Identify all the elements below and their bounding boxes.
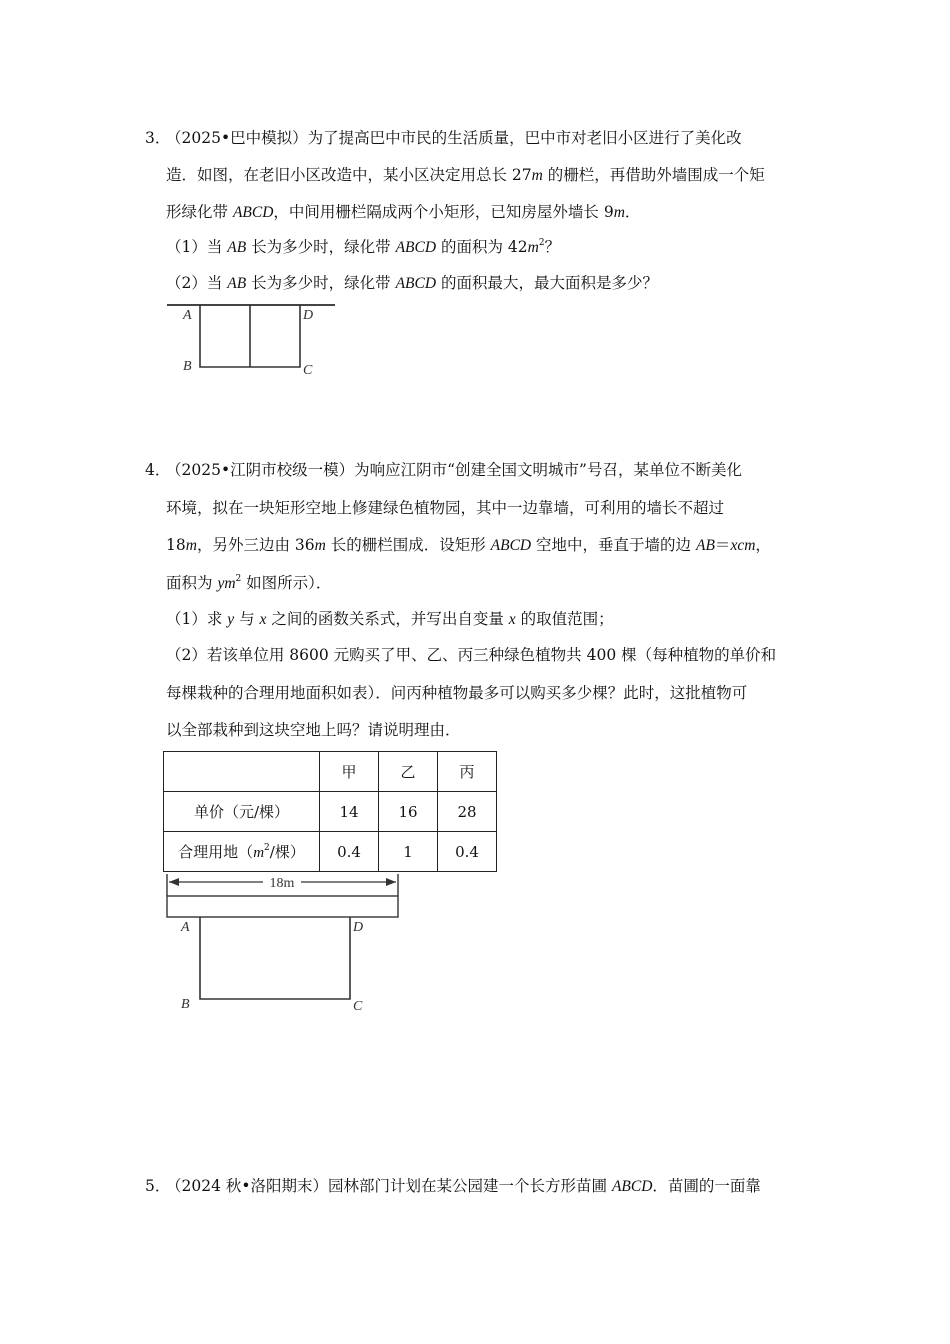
question-4-line-2: 环境，拟在一块矩形空地上修建绿色植物园，其中一边靠墙，可利用的墙长不超过 [166, 499, 725, 517]
question-3-part-2: （2）当 AB 长为多少时，绿化带 ABCD 的面积最大，最大面积是多少？ [166, 274, 658, 292]
table-cell: 0.4 [438, 832, 497, 872]
question-4-line-3: 18m，另外三边由 36m 长的栅栏围成．设矩形 ABCD 空地中，垂直于墙的边 AB＝xcm， [166, 536, 771, 554]
table-cell: 1 [379, 832, 438, 872]
question-4-line-4: 面积为 $ym^2$ 如图所示）． [166, 574, 332, 592]
table-cell: 14 [320, 792, 379, 832]
table-header-cell: 甲 [320, 752, 379, 792]
table-header-row [164, 752, 497, 792]
table-cell: 28 [438, 792, 497, 832]
table-cell: 0.4 [320, 832, 379, 872]
label-b: B [181, 997, 190, 1012]
question-3-line-2: 造．如图，在老旧小区改造中，某小区决定用总长 27m 的栅栏，再借助外墙围成一个矩 [166, 166, 765, 184]
label-d: D [303, 308, 314, 323]
price-table [163, 751, 497, 872]
arrow-right-icon [386, 878, 396, 886]
wall [167, 896, 398, 917]
label-a: A [183, 308, 192, 323]
question-3-line-3: 形绿化带 ABCD，中间用栅栏隔成两个小矩形，已知房屋外墙长 9m． [166, 203, 641, 221]
question-4-part-2-line-3: 以全部栽种到这块空地上吗？请说明理由． [166, 721, 461, 739]
table-header-cell [164, 752, 320, 792]
label-b: B [183, 359, 192, 374]
label-c: C [303, 363, 313, 378]
question-5-number: 5． [145, 1177, 171, 1195]
wall-length-label: 18m [269, 876, 295, 891]
question-5-line-1: （2024 秋•洛阳期末）园林部门计划在某公园建一个长方形苗圃 ABCD．苗圃的一面靠 [166, 1177, 761, 1195]
question-3-part-1: （1）当 AB 长为多少时，绿化带 ABCD 的面积为 $42m^2$？ [166, 238, 561, 256]
table-header-cell: 乙 [379, 752, 438, 792]
question-4-part-2-line-2: 每棵栽种的合理用地面积如表）．问丙种植物最多可以购买多少棵？此时，这批植物可 [166, 684, 748, 702]
question-3-figure [165, 300, 345, 382]
fence-outline [200, 917, 350, 999]
label-d: D [353, 920, 364, 935]
table-header-cell: 丙 [438, 752, 497, 792]
arrow-left-icon [169, 878, 179, 886]
question-3-line-1: （2025•巴中模拟）为了提高巴中市民的生活质量，巴中市对老旧小区进行了美化改 [166, 129, 742, 147]
table-row [164, 832, 497, 872]
question-4-part-2-line-1: （2）若该单位用 8600 元购买了甲、乙、丙三种绿色植物共 400 棵（每种植物的单价和 [166, 646, 777, 664]
table-row-label: 单价（元/棵） [164, 792, 320, 832]
label-c: C [353, 999, 363, 1014]
table-row-label: 合理用地（$m^2/$棵） [164, 832, 320, 872]
label-a: A [181, 920, 190, 935]
question-4-line-1: （2025•江阴市校级一模）为响应江阴市“创建全国文明城市”号召，某单位不断美化 [166, 461, 742, 479]
table-row [164, 792, 497, 832]
table-cell: 16 [379, 792, 438, 832]
question-3-number: 3． [145, 129, 171, 147]
question-4-figure [165, 872, 405, 1020]
question-4-part-1: （1）求 y 与 x 之间的函数关系式，并写出自变量 x 的取值范围； [166, 610, 614, 628]
question-4-number: 4． [145, 461, 171, 479]
